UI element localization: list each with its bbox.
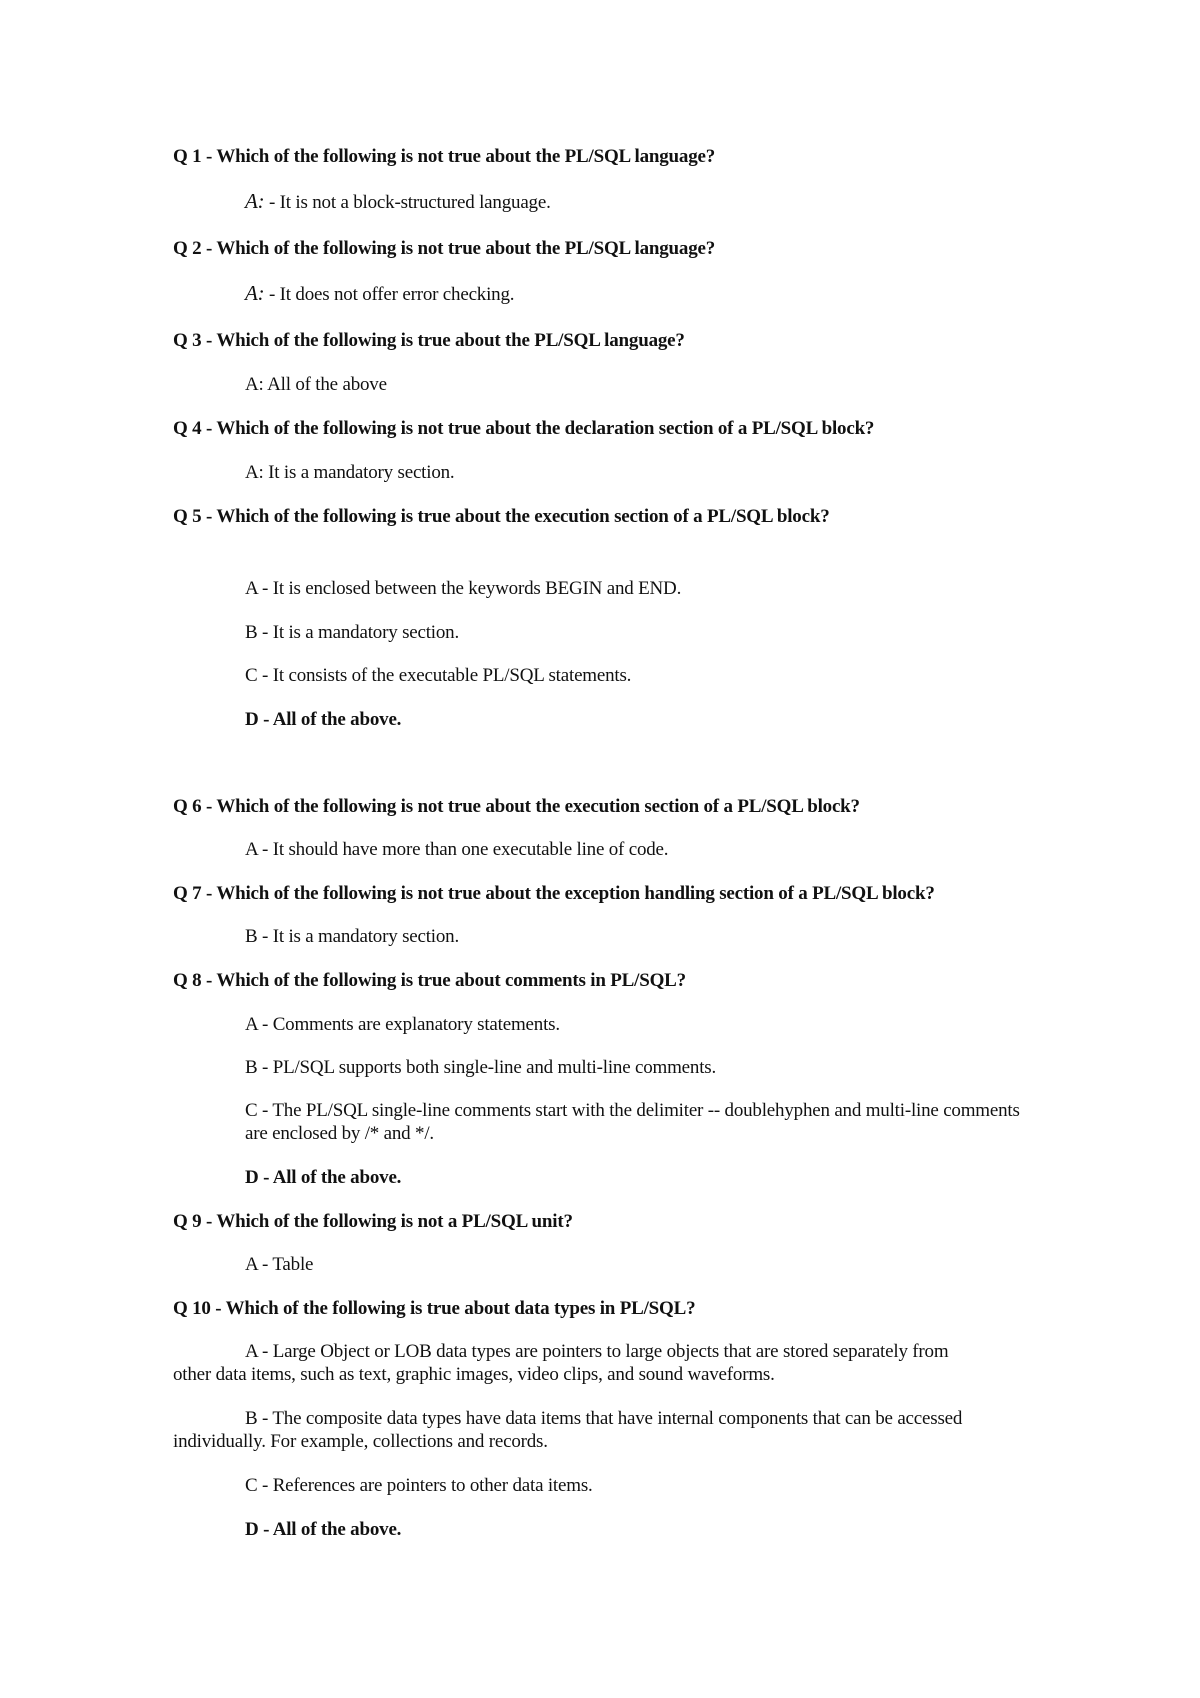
answer-10c: C - References are pointers to other data items.: [245, 1475, 593, 1496]
question-3: Q 3 - Which of the following is true about the PL/SQL language?: [173, 330, 685, 351]
question-8: Q 8 - Which of the following is true about comments in PL/SQL?: [173, 970, 686, 991]
answer-8c: C - The PL/SQL single-line comments start with the delimiter -- doublehyphen and multi-line comments are enclosed by /* and */.: [245, 1100, 1020, 1144]
answer-9: A - Table: [245, 1254, 314, 1275]
question-7: Q 7 - Which of the following is not true about the exception handling section of a PL/SQL block?: [173, 883, 935, 904]
question-9: Q 9 - Which of the following is not a PL/SQL unit?: [173, 1211, 573, 1232]
answer-8b: B - PL/SQL supports both single-line and multi-line comments.: [245, 1057, 717, 1078]
answer-5c: C - It consists of the executable PL/SQL statements.: [245, 665, 632, 686]
answer-10a-line1: A - Large Object or LOB data types are pointers to large objects that are stored separately from: [245, 1341, 949, 1362]
answer-text: - It does not offer error checking.: [264, 284, 515, 305]
question-5: Q 5 - Which of the following is true about the execution section of a PL/SQL block?: [173, 506, 830, 527]
question-4: Q 4 - Which of the following is not true about the declaration section of a PL/SQL block?: [173, 418, 875, 439]
answer-8a: A - Comments are explanatory statements.: [245, 1014, 560, 1035]
answer-10a-line2: other data items, such as text, graphic images, video clips, and sound waveforms.: [173, 1364, 775, 1385]
answer-text: - It is not a block-structured language.: [264, 192, 551, 213]
answer-5b: B - It is a mandatory section.: [245, 622, 460, 643]
answer-5a: A - It is enclosed between the keywords BEGIN and END.: [245, 578, 682, 599]
answer-5d: D - All of the above.: [245, 709, 402, 730]
answer-8d: D - All of the above.: [245, 1167, 402, 1188]
question-2: Q 2 - Which of the following is not true about the PL/SQL language?: [173, 238, 716, 259]
answer-3: A: All of the above: [245, 374, 387, 395]
answer-6: A - It should have more than one executable line of code.: [245, 839, 669, 860]
question-1: Q 1 - Which of the following is not true about the PL/SQL language?: [173, 146, 716, 167]
answer-2: [245, 282, 514, 306]
answer-prefix: A:: [245, 189, 265, 213]
answer-prefix: A:: [245, 281, 265, 305]
question-6: Q 6 - Which of the following is not true about the execution section of a PL/SQL block?: [173, 796, 860, 817]
question-10: Q 10 - Which of the following is true about data types in PL/SQL?: [173, 1298, 696, 1319]
answer-7: B - It is a mandatory section.: [245, 926, 460, 947]
answer-10d: D - All of the above.: [245, 1519, 402, 1540]
answer-4: A: It is a mandatory section.: [245, 462, 455, 483]
answer-10b-line1: B - The composite data types have data items that have internal components that can be accessed: [245, 1408, 963, 1429]
answer-10b-line2: individually. For example, collections and records.: [173, 1431, 548, 1452]
answer-1: [245, 190, 551, 214]
